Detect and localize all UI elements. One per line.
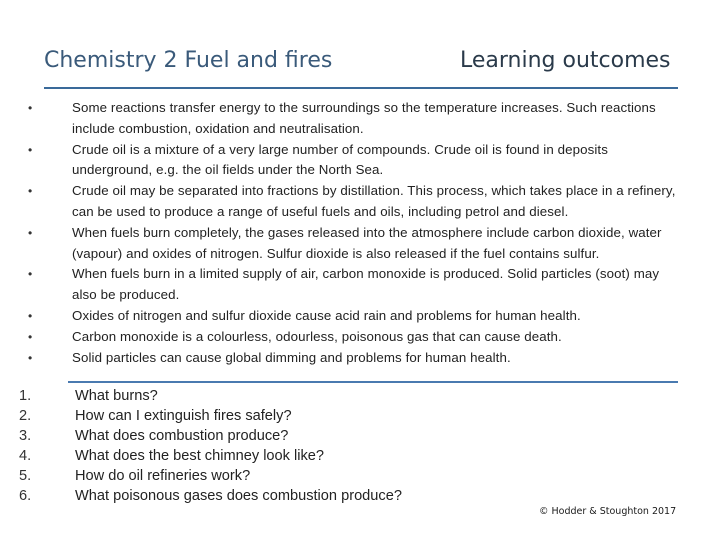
list-item — [0, 264, 686, 306]
question-item — [0, 466, 720, 486]
section-divider — [68, 381, 678, 383]
list-item — [0, 348, 686, 369]
outcomes-list — [0, 98, 720, 368]
question-text: What burns? — [75, 388, 158, 404]
list-item — [0, 306, 686, 327]
question-number: 2. — [19, 408, 32, 424]
question-number: 5. — [19, 468, 32, 484]
questions-list — [0, 386, 720, 506]
bullet-icon: • — [28, 225, 33, 240]
bullet-icon: • — [28, 184, 33, 199]
question-text: How can I extinguish fires safely? — [75, 408, 292, 424]
list-item-text: Some reactions transfer energy to the surroundings so the temperature increases. Such reactions include combustion, oxidation and neutralisation. — [72, 100, 656, 136]
bullet-icon: • — [28, 267, 33, 282]
list-item-text: When fuels burn in a limited supply of air, carbon monoxide is produced. Solid particles (soot) may also be produced. — [72, 266, 660, 303]
question-item — [0, 426, 720, 446]
bullet-icon: • — [28, 101, 33, 115]
bullet-icon: • — [28, 350, 33, 365]
list-item-text: Solid particles can cause global dimming and problems for human health. — [72, 349, 511, 365]
question-number: 6. — [19, 488, 32, 504]
question-text: What does combustion produce? — [75, 428, 289, 444]
bullet-icon: • — [28, 308, 33, 323]
question-number: 4. — [19, 448, 32, 464]
question-text: What does the best chimney look like? — [75, 448, 325, 464]
list-item-text: Crude oil may be separated into fractions by distillation. This process, which takes place in a refinery, can be used to produce a range of useful fuels and oils, including petrol and diesel. — [72, 183, 676, 219]
list-item-text: When fuels burn completely, the gases released into the atmosphere include carbon dioxide, water (vapour) and oxides of nitrogen. Sulfur dioxide is also released if the fuel contains sulfur. — [72, 224, 662, 261]
list-item-text: Carbon monoxide is a colourless, odourless, poisonous gas that can cause death. — [72, 328, 562, 344]
question-item — [0, 446, 720, 466]
slide-title: Chemistry 2 Fuel and fires — [44, 48, 333, 73]
list-item — [0, 98, 686, 140]
list-item — [0, 327, 686, 348]
question-text: How do oil refineries work? — [75, 468, 251, 484]
question-number: 1. — [19, 388, 32, 404]
question-item — [0, 386, 720, 406]
bullet-icon: • — [28, 142, 33, 157]
title-divider — [44, 87, 678, 89]
question-item — [0, 486, 720, 506]
list-item-text: Oxides of nitrogen and sulfur dioxide cause acid rain and problems for human health. — [72, 307, 581, 323]
list-item-text: Crude oil is a mixture of a very large number of compounds. Crude oil is found in deposits underground, e.g. the oil fields under the North Sea. — [72, 141, 608, 178]
question-number: 3. — [19, 428, 32, 444]
bullet-icon: • — [28, 329, 33, 344]
list-item — [0, 223, 686, 265]
copyright-notice: © Hodder & Stoughton 2017 — [539, 506, 677, 517]
slide-subtitle: Learning outcomes — [460, 48, 671, 73]
question-item — [0, 406, 720, 426]
list-item — [0, 181, 686, 223]
list-item — [0, 140, 686, 182]
question-text: What poisonous gases does combustion produce? — [75, 488, 402, 504]
